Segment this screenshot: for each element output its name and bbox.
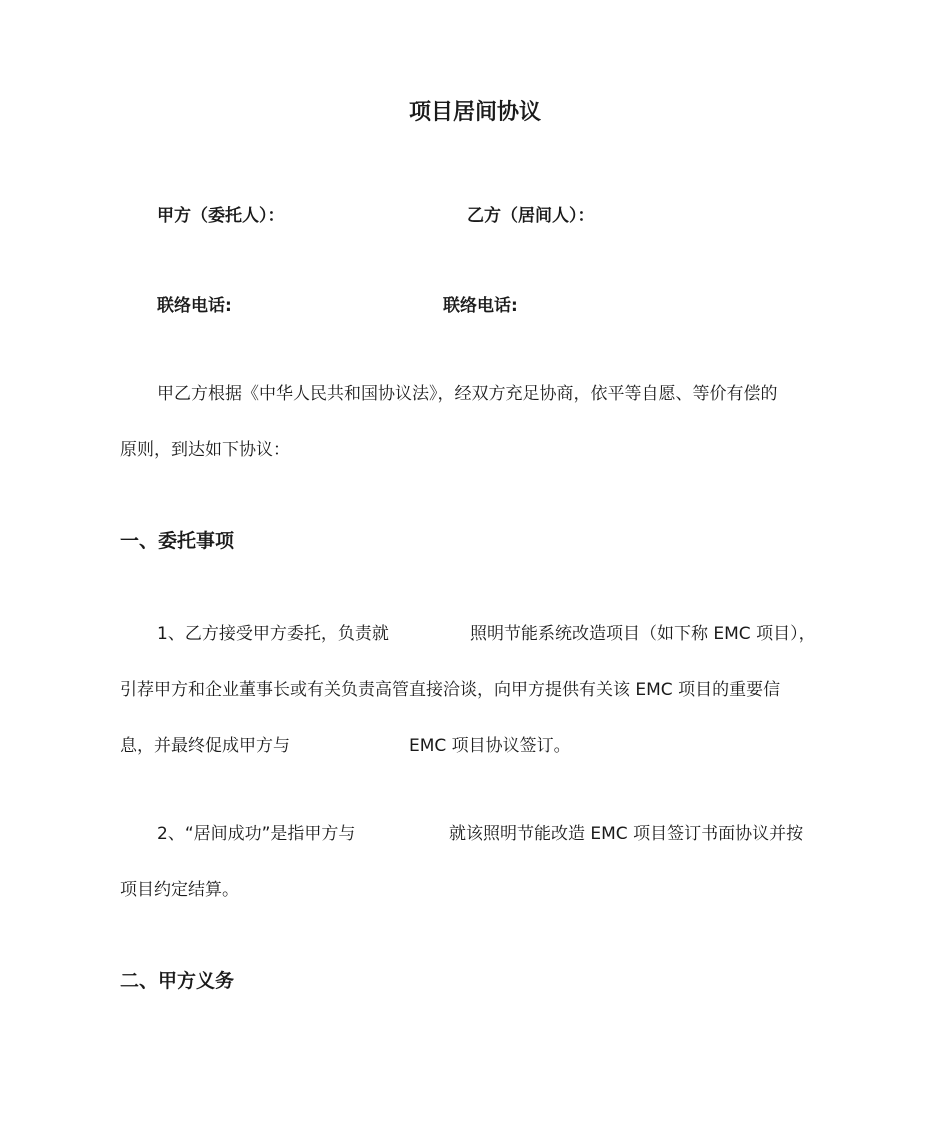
item2-line1-part-b: 就该照明节能改造 EMC 项目签订书面协议并按 xyxy=(449,824,804,844)
item1-line1-part-b: 照明节能系统改造项目（如下称 EMC 项目）， xyxy=(470,624,816,644)
party-a-phone-label: 联络电话: xyxy=(157,296,232,316)
party-a-label: 甲方（委托人）： xyxy=(157,206,285,226)
intro-paragraph-line1: 甲乙方根据《中华人民共和国协议法》，经双方充足协商，依平等自愿、等价有偿的 xyxy=(157,384,778,404)
item1-line3-part-a: 息，并最终促成甲方与 xyxy=(120,736,290,756)
section1-heading: 一、委托事项 xyxy=(120,530,235,552)
item1-line2: 引荐甲方和企业董事长或有关负责高管直接洽谈，向甲方提供有关该 EMC 项目的重要信 xyxy=(120,680,781,700)
item2-line1-part-a: 2、“居间成功”是指甲方与 xyxy=(157,824,356,844)
intro-paragraph-line2: 原则，到达如下协议： xyxy=(120,440,290,460)
party-b-label: 乙方（居间人）： xyxy=(467,206,595,226)
item1-line3-part-b: EMC 项目协议签订。 xyxy=(409,736,571,756)
item2-line2: 项目约定结算。 xyxy=(120,880,239,900)
item1-line1-part-a: 1、乙方接受甲方委托，负责就 xyxy=(157,624,389,644)
document-title: 项目居间协议 xyxy=(408,100,541,125)
party-b-phone-label: 联络电话: xyxy=(443,296,518,316)
section2-heading: 二、甲方义务 xyxy=(120,970,235,992)
